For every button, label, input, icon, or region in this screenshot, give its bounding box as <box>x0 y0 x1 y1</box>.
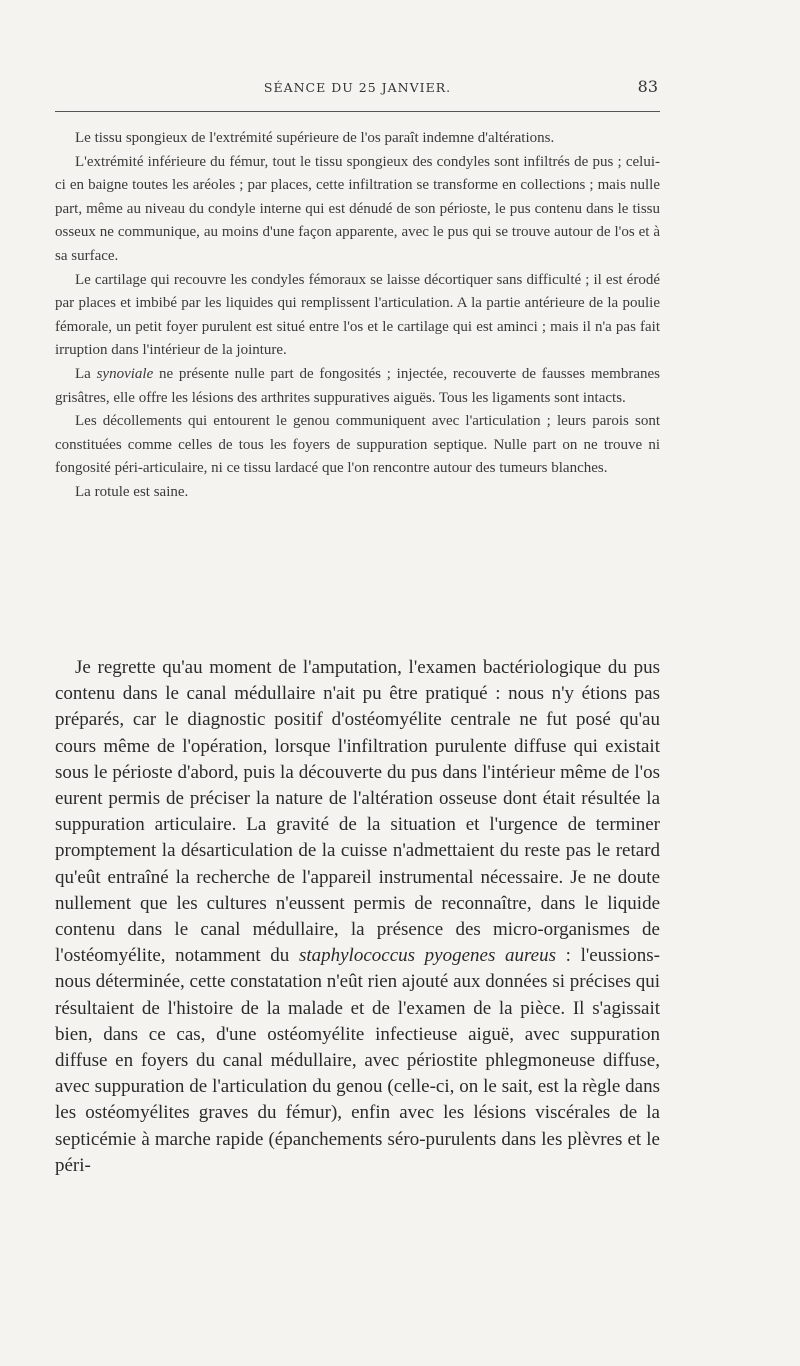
paragraph-prefix: La <box>75 365 97 382</box>
page-number: 83 <box>637 77 658 96</box>
paragraph: Le cartilage qui recouvre les condyles fémoraux se laisse décortiquer sans difficulté ; il est érodé par places et imbibé par les liquides qui remplissent l'articulation. A la partie antérieure de la poulie fémorale, un petit foyer purulent est situé entre l'os et le cartilage qui est aminci ; mais il n'a pas fait irruption dans l'intérieur de la jointure. <box>55 271 660 359</box>
small-print-section <box>55 127 660 505</box>
paragraph-text: ne présente nulle part de fongosités ; injectée, recouverte de fausses membranes grisâtres, elle offre les lésions des arthrites suppuratives aiguës. Tous les ligaments sont intacts. <box>55 365 660 406</box>
italic-term: synoviale <box>96 365 154 382</box>
paragraph: La rotule est saine. <box>75 483 189 500</box>
paragraph: Le tissu spongieux de l'extrémité supérieure de l'os paraît indemne d'altérations. <box>75 130 555 146</box>
header-rule <box>55 111 660 112</box>
running-head <box>55 77 660 99</box>
paragraph-text: : l'eussions-nous déterminée, cette constatation n'eût rien ajouté aux données si précises qui résultaient de l'histoire de la malade et de l'examen de la pièce. Il s'agissait bien, dans ce cas, d'une ostéomyélite infectieuse aiguë, avec suppuration diffuse en foyers du canal médullaire, avec périostite phlegmoneuse diffuse, avec suppuration de l'articulation du genou (celle-ci, on le sait, est la règle dans les ostéomyélites graves du fémur), enfin avec les lésions viscérales de la septicémie à marche rapide (épanchements séro-purulents dans les plèvres et le péri- <box>55 945 660 1176</box>
paragraph <box>55 655 660 1179</box>
paragraph: L'extrémité inférieure du fémur, tout le tissu spongieux des condyles sont infiltrés de pus ; celui-ci en baigne toutes les aréoles ; par places, cette infiltration se transforme en collections ; mais nulle part, même au niveau du condyle interne qui est dénudé de son périoste, le pus contenu dans le tissu osseux ne communique, au moins d'une façon apparente, avec le pus qui se trouve autour de l'os et à sa surface. <box>55 153 660 264</box>
main-text-section <box>55 655 660 1179</box>
paragraph <box>55 363 660 410</box>
paragraph-text: Je regrette qu'au moment de l'amputation, l'examen bactériologique du pus contenu dans le canal médullaire n'ait pu être pratiqué : nous n'y étions pas préparés, car le diagnostic positif d'ostéomyélite centrale ne fut posé qu'au cours même de l'opération, lorsque l'infiltration purulente diffuse qui existait sous le périoste d'abord, puis la découverte du pus dans l'intérieur même de l'os eurent permis de préciser la nature de l'altération osseuse dont était résultée la suppuration articulaire. La gravité de la situation et l'urgence de terminer promptement la désarticulation de la cuisse n'admettaient du reste pas le retard qu'eût entraîné la recherche de l'appareil instrumental nécessaire. Je ne doute nullement que les cultures n'eussent permis de reconnaître, dans le liquide contenu dans le canal médullaire, la présence des micro-organismes de l'ostéomyélite, notamment du <box>55 657 660 967</box>
paragraph: Les décollements qui entourent le genou communiquent avec l'articulation ; leurs parois sont constituées comme celles de tous les foyers de suppuration septique. Nulle part on ne trouve ni fongosité péri-articulaire, ni ce tissu lardacé que l'on rencontre autour des tumeurs blanches. <box>55 413 660 477</box>
running-title: SÉANCE DU 25 JANVIER. <box>263 80 452 95</box>
italic-term: staphylococcus pyogenes aureus <box>298 945 557 967</box>
